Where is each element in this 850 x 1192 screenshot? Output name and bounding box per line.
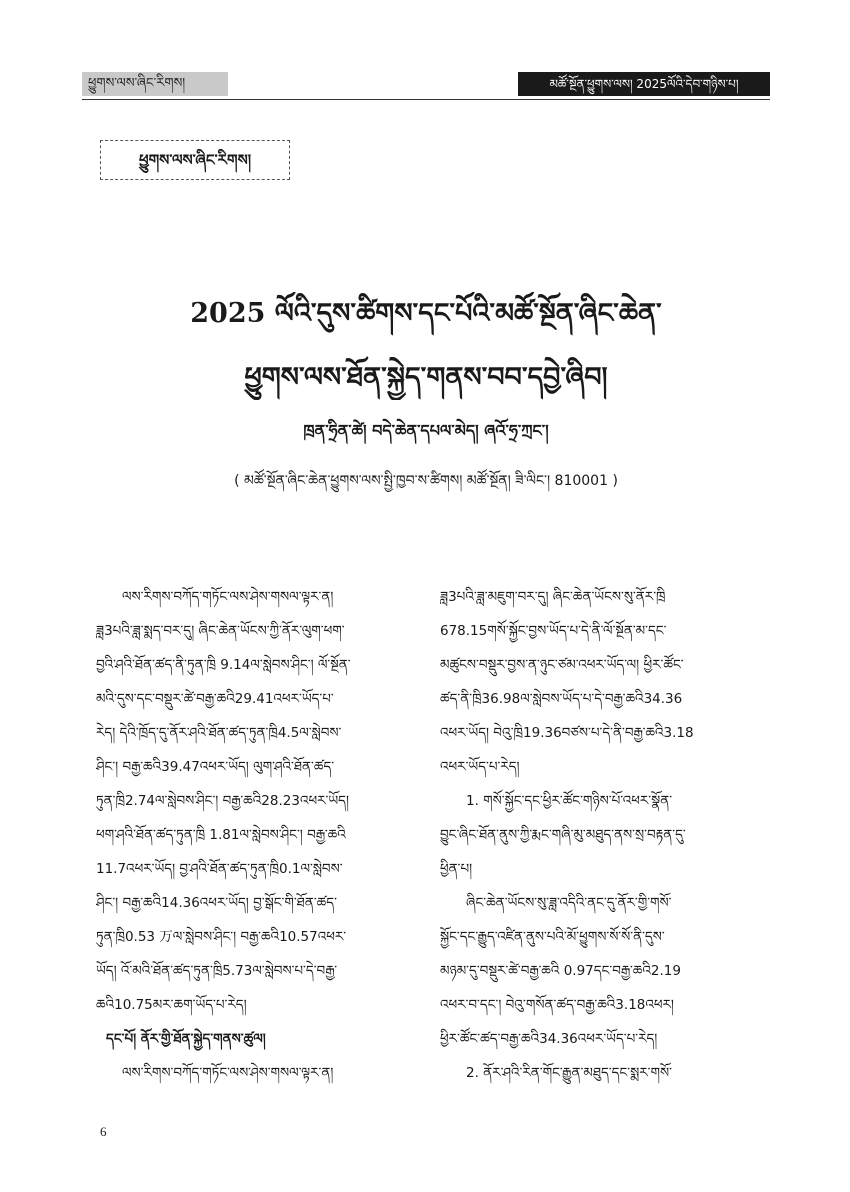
body-column-left [96,580,424,1090]
body-text-line: ཏུན་ཁྲི2.74ལ་སླེབས་ཤིང་། བརྒྱ་ཆའི28.23འཕར་ཡོད། [96,793,349,809]
running-header-journal: མཚོ་སྔོན་ཕྱུགས་ལས། 2025ལོའི་དེབ་གཉིས་པ། [518,72,770,96]
body-text-line: འཕར་ཡོད། བེའུ་ཁྲི19.36བཙས་པ་དེ་ནི་བརྒྱ་ཆའི3.18 [440,725,694,741]
body-text-line: ཕྱིར་ཚོང་ཚད་བརྒྱ་ཆའི34.36འཕར་ཡོད་པ་རེད། [440,1031,658,1047]
body-text-line: ཚད་ནི་ཁྲི36.98ལ་སླེབས་ཡོད་པ་དེ་བརྒྱ་ཆའི34.36 [440,691,683,707]
body-text-line: ཤིང་། བརྒྱ་ཆའི39.47འཕར་ཡོད། ལུག་ཤའི་ཐོན་ཚད་ [96,759,335,775]
body-text-line: རེད། དེའི་ཁྲོད་དུ་ནོར་ཤའི་ཐོན་ཚད་ཏུན་ཁྲི4.5ལ་སླེབས་ [96,725,342,741]
body-text-line: ཡོད། འོ་མའི་ཐོན་ཚད་ཏུན་ཁྲི5.73ལ་སླེབས་པ་དེ་བརྒྱ་ [96,963,338,979]
body-text-line: མཚུངས་བསྡུར་བྱས་ན་ཉུང་ཙམ་འཕར་ཡོད་ལ། ཕྱིར་ཚོང་ [440,657,684,673]
article-title-line-2: ཕྱུགས་ལས་ཐོན་སྐྱེད་གནས་བབ་དབྱེ་ཞིབ། [244,362,608,393]
body-text-line: བྱུང་ཞིང་ཐོན་ནུས་ཀྱི་རྨང་གཞི་མུ་མཐུད་ནས་སྲ་བརྟན་དུ་ [440,827,686,843]
body-text-line: 11.7འཕར་ཡོད། བྱ་ཤའི་ཐོན་ཚད་ཏུན་ཁྲི0.1ལ་སླེབས་ [96,861,343,877]
body-text-line: ཆའི10.75མར་ཆག་ཡོད་པ་རེད། [96,997,247,1013]
body-text-line: 2. ནོར་ཤའི་རིན་གོང་རྒྱུན་མཐུད་དང་སྨར་གསོ་ [466,1065,672,1081]
body-text-line: ལས་རིགས་བཀོད་གཏོང་ལས་ཤེས་གསལ་ལྟར་ན། [122,589,334,605]
body-text-line: ཟླ3པའི་ཟླ་མཇུག་བར་དུ། ཞིང་ཆེན་ཡོངས་སུ་ནོར་ཁྲི [440,589,666,605]
body-text-line: འཕར་ཡོད་པ་རེད། [440,759,520,775]
body-text-line: ཤིང་། བརྒྱ་ཆའི14.36འཕར་ཡོད། བྱ་སྒོང་གི་ཐོན་ཚད་ [96,895,337,911]
body-text-line: 1. གསོ་སྐྱོང་དང་ཕྱིར་ཚོང་གཉིས་པོ་འཕར་སྣོན་ [466,793,673,809]
body-text-line: བྱའི་ཤའི་ཐོན་ཚད་ནི་ཏུན་ཁྲི 9.14ལ་སླེབས་ཤིང་། ལོ་སྔོན་ [96,657,351,673]
body-text-line: ཕག་ཤའི་ཐོན་ཚད་ཏུན་ཁྲི 1.81ལ་སླེབས་ཤིང་། བརྒྱ་ཆའི [96,827,346,843]
body-text-line: ཕྱིན་པ། [440,861,473,877]
running-header-section: ཕྱུགས་ལས་ཞིང་རིགས། [82,72,228,96]
body-text-line: ཞིང་ཆེན་ཡོངས་སུ་ཟླ་འདིའི་ནང་དུ་ནོར་གྱི་གསོ་ [466,895,672,911]
article-title-line-1: 2025 ལོའི་དུས་ཚིགས་དང་པོའི་མཚོ་སྔོན་ཞིང་ཆེན་ [190,298,662,329]
body-text-line: ལས་རིགས་བཀོད་གཏོང་ལས་ཤེས་གསལ་ལྟར་ན། [122,1065,334,1081]
article-authors: ཁྲན་ཧྲིན་ཚེ། བདེ་ཆེན་དཔལ་མེད། ཞའོ་ཧྲ་ཀྲང་། [303,421,549,440]
body-text-line: ཏུན་ཁྲི0.53 万ལ་སླེབས་ཤིང་། བརྒྱ་ཆའི10.57འཕར་ [96,929,347,945]
body-text-line: སྐྱོང་དང་རྒྱུད་འཛིན་ནུས་པའི་མོ་ཕྱུགས་སོ་སོ་ནི་དུས་ [440,929,665,945]
body-column-right [440,580,768,1090]
body-text-line: 678.15གསོ་སྐྱོང་བྱས་ཡོད་པ་དེ་ནི་ལོ་སྔོན་མ་དང་ [440,623,667,639]
body-text-line: མའི་དུས་དང་བསྡུར་ཚེ་བརྒྱ་ཆའི29.41འཕར་ཡོད་པ་ [96,691,334,707]
page-number: 6 [100,1124,107,1139]
author-affiliation: ( མཚོ་སྔོན་ཞིང་ཆེན་ཕྱུགས་ལས་སྤྱི་ཁྱབ་ས་ཚིགས། མཚོ་སྔོན། ཟི་ལིང་། 810001 ) [234,473,618,489]
body-text-line: འཕར་བ་དང་། བེའུ་གསོན་ཚད་བརྒྱ་ཆའི3.18འཕར། [440,997,674,1013]
section-label-box: ཕྱུགས་ལས་ཞིང་རིགས། [100,140,290,180]
header-divider [82,99,770,100]
body-text-line: ཟླ3པའི་ཟླ་སྨད་བར་དུ། ཞིང་ཆེན་ཡོངས་ཀྱི་ནོར་ལུག་ཕག་ [96,623,345,639]
section-heading: དང་པོ། ནོར་གྱི་ཐོན་སྐྱེད་གནས་ཚུལ། [106,1031,266,1047]
body-text-line: མཉམ་དུ་བསྡུར་ཚེ་བརྒྱ་ཆའི 0.97དང་བརྒྱ་ཆའི2.19 [440,963,681,979]
